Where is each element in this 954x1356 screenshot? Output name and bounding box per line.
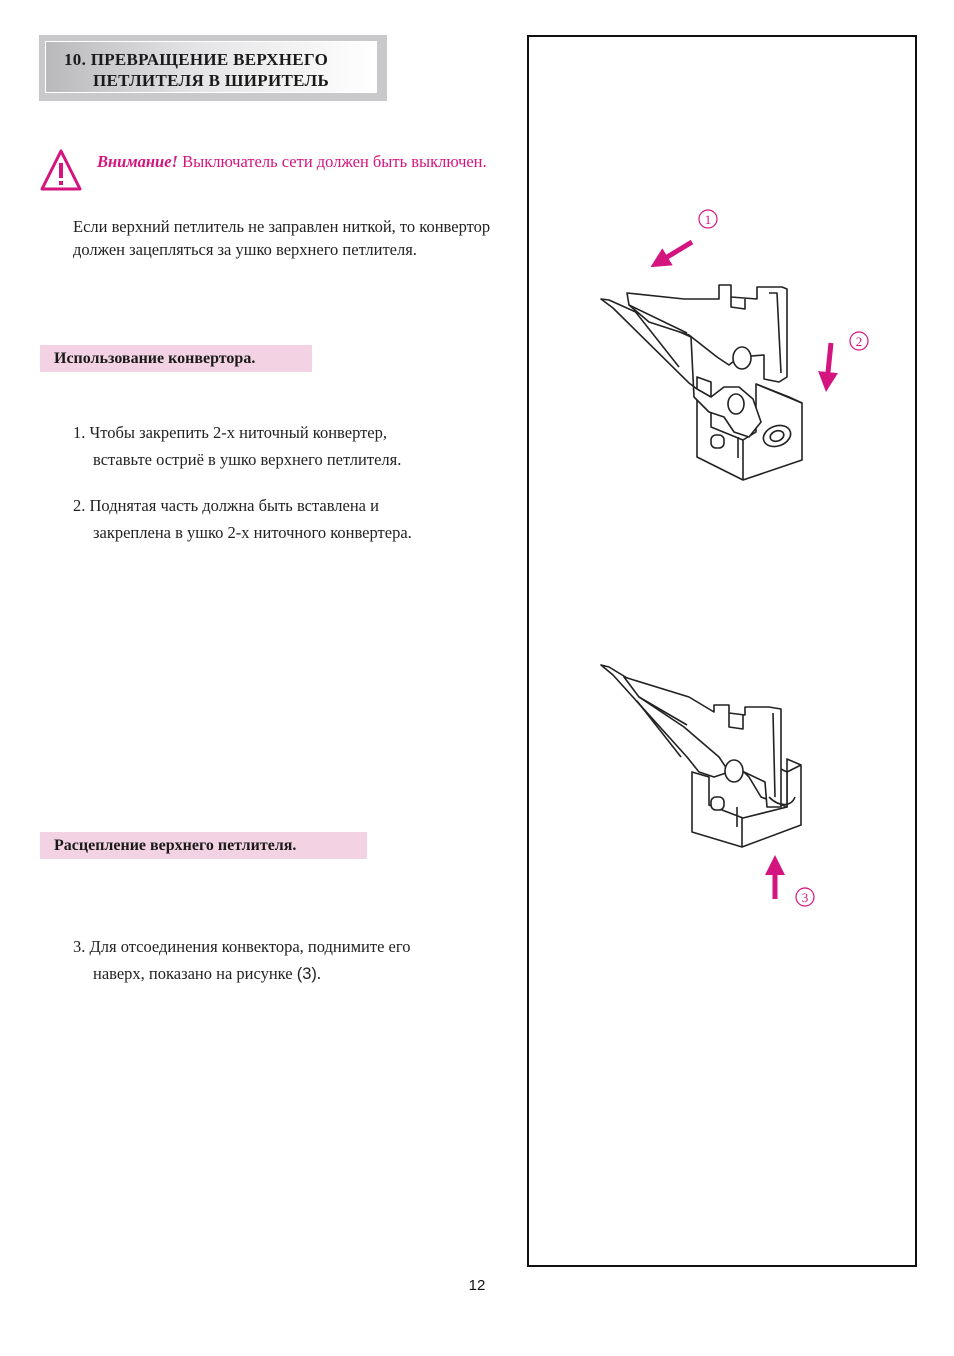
step-3-number: 3. xyxy=(73,937,90,956)
marker-1 xyxy=(699,210,717,228)
converter-illustration xyxy=(529,37,915,1265)
step-3-figure-ref: (3) xyxy=(296,965,317,983)
step-3-line-1: Для отсоединения конвектора, поднимите его xyxy=(89,937,411,956)
marker-3 xyxy=(796,888,814,906)
section-title-line-2: ПЕТЛИТЕЛЯ В ШИРИТЕЛЬ xyxy=(93,71,330,90)
step-1-number: 1. xyxy=(73,423,90,442)
step-3-line-2 xyxy=(73,960,493,988)
step-2-line-2: закреплена в ушко 2-х ниточного конвертера. xyxy=(93,523,412,542)
step-1-line-2: вставьте остриё в ушко верхнего петлителя. xyxy=(93,450,402,469)
step-3 xyxy=(73,933,493,988)
section-title-inner xyxy=(45,41,377,93)
svg-text:1: 1 xyxy=(704,212,712,227)
step-2-number: 2. xyxy=(73,496,90,515)
step-2 xyxy=(73,492,493,546)
marker-2 xyxy=(850,332,868,350)
section-header-use: Использование конвертора. xyxy=(40,345,312,372)
page-number: 12 xyxy=(468,1277,486,1294)
warning-text xyxy=(97,150,487,173)
svg-text:3: 3 xyxy=(801,890,809,905)
intro-paragraph: Если верхний петлитель не заправлен ниткой, то конвертор должен зацепляться за ушко верхнего петлителя. xyxy=(73,217,491,259)
warning-message: Выключатель сети должен быть выключен. xyxy=(177,152,487,171)
step-1 xyxy=(73,419,493,473)
converter-released-drawing xyxy=(601,665,801,847)
step-3-line-2-end: . xyxy=(316,964,322,983)
section-title-box xyxy=(39,35,387,101)
step-1-line-1: Чтобы закрепить 2-х ниточный конвертер, xyxy=(89,423,388,442)
step-3-line-2-text: наверх, показано на рисунке xyxy=(93,964,297,983)
warning-triangle-icon xyxy=(40,148,82,192)
figure-frame xyxy=(527,35,917,1267)
section-title-line-1: 10. ПРЕВРАЩЕНИЕ ВЕРХНЕГО xyxy=(64,50,329,69)
section-header-release: Расцепление верхнего петлителя. xyxy=(40,832,367,859)
svg-text:2: 2 xyxy=(855,334,863,349)
step-2-line-1: Поднятая часть должна быть вставлена и xyxy=(89,496,379,515)
converter-attached-drawing xyxy=(601,285,802,480)
warning-emphasis: Внимание! xyxy=(97,152,178,171)
